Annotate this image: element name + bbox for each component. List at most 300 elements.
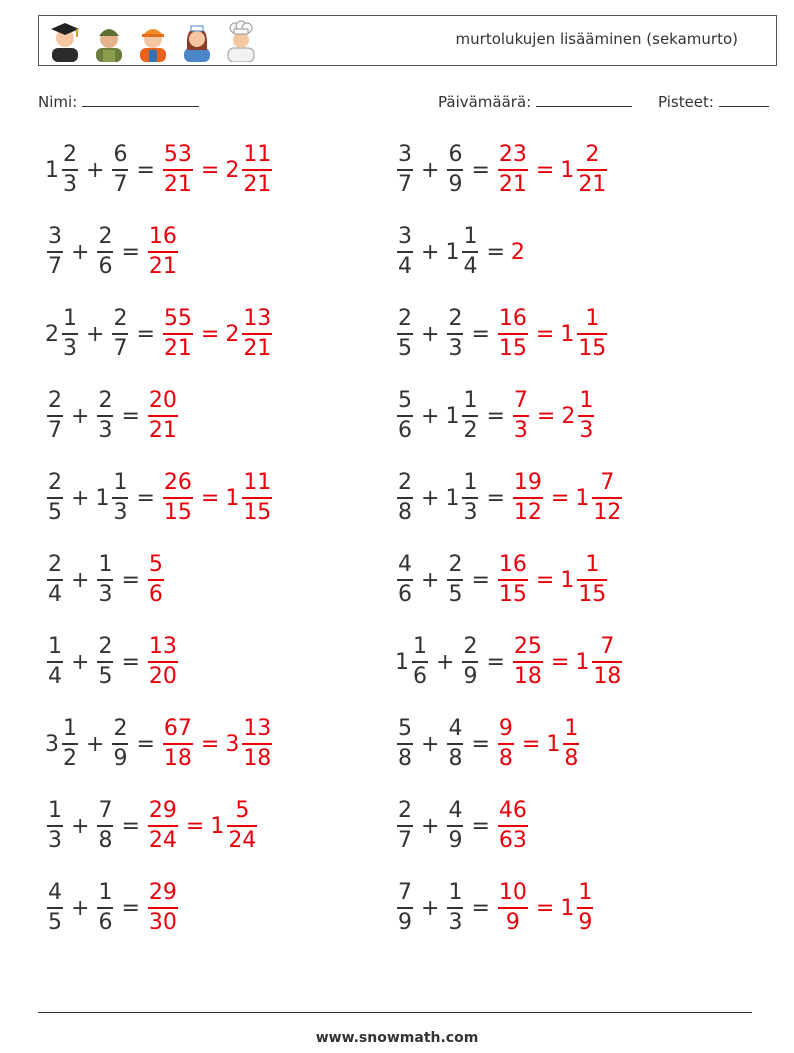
equals-sign: = (121, 813, 140, 839)
soldier-avatar-icon (91, 20, 127, 62)
mixed-result (561, 389, 596, 443)
equals-sign: = (200, 485, 220, 511)
numerator: 7 (98, 798, 113, 823)
numerator: 1 (63, 716, 77, 741)
fraction-bar (447, 333, 463, 335)
fraction-bar (97, 907, 113, 909)
fraction-bar (148, 415, 178, 417)
fraction (498, 143, 528, 197)
numerator: 1 (585, 552, 600, 577)
worksheet-header (38, 15, 777, 66)
equals-sign: = (535, 567, 555, 593)
fraction (47, 635, 63, 689)
denominator: 7 (398, 828, 412, 853)
numerator: 1 (564, 716, 579, 741)
numerator: 2 (48, 552, 62, 577)
fraction-bar (47, 579, 63, 581)
numerator: 4 (448, 716, 463, 741)
mixed-result (225, 143, 274, 197)
improper-result (146, 389, 180, 443)
fraction (148, 389, 178, 443)
problem-item (45, 878, 180, 938)
problem-item (395, 222, 526, 282)
whole-number: 1 (560, 895, 575, 921)
plus-sign: + (71, 813, 90, 839)
plus-sign: + (71, 485, 90, 511)
fraction-bar (62, 743, 78, 745)
first-addend (395, 225, 415, 279)
denominator: 24 (228, 828, 257, 853)
answer (161, 307, 274, 361)
fraction (513, 635, 543, 689)
fraction (397, 553, 413, 607)
numerator: 2 (63, 142, 77, 167)
first-addend (395, 307, 415, 361)
fraction (447, 307, 463, 361)
equals-sign: = (471, 567, 490, 593)
first-addend (45, 471, 65, 525)
answer (161, 143, 274, 197)
plus-sign: + (421, 239, 440, 265)
fraction-bar (97, 579, 113, 581)
fraction (462, 471, 478, 525)
denominator: 18 (593, 664, 622, 689)
fraction-bar (397, 825, 413, 827)
score-blank (719, 92, 769, 107)
fraction-bar (47, 907, 63, 909)
fraction (578, 389, 594, 443)
second-addend (95, 635, 115, 689)
numerator: 2 (48, 470, 62, 495)
improper-result (496, 717, 516, 771)
answer (496, 717, 581, 771)
numerator: 2 (113, 306, 128, 331)
fraction-bar (97, 415, 113, 417)
fraction (498, 553, 528, 607)
equals-sign: = (486, 403, 505, 429)
fraction (577, 143, 607, 197)
fraction (447, 717, 463, 771)
fraction-bar (462, 415, 478, 417)
second-addend (445, 471, 480, 525)
second-addend (445, 553, 465, 607)
fraction (397, 389, 413, 443)
denominator: 4 (48, 582, 62, 607)
denominator: 21 (163, 336, 192, 361)
first-addend (45, 881, 65, 935)
problem-item (395, 304, 609, 364)
equals-sign: = (136, 485, 155, 511)
fraction (397, 799, 413, 853)
denominator: 3 (463, 500, 478, 525)
improper-result (496, 881, 530, 935)
fraction (447, 799, 463, 853)
numerator: 55 (163, 306, 192, 331)
first-addend (395, 799, 415, 853)
fraction (498, 881, 528, 935)
fraction (227, 799, 257, 853)
denominator: 18 (163, 746, 192, 771)
denominator: 3 (579, 418, 594, 443)
improper-result (496, 553, 530, 607)
denominator: 3 (448, 336, 463, 361)
answer (146, 799, 259, 853)
score-label: Pisteet: (658, 93, 714, 111)
fraction-bar (447, 743, 463, 745)
whole-number: 1 (225, 485, 240, 511)
footer-divider (38, 1012, 752, 1013)
denominator: 6 (98, 910, 113, 935)
fraction (462, 389, 478, 443)
equals-sign: = (121, 567, 140, 593)
denominator: 5 (48, 910, 62, 935)
equals-sign: = (471, 731, 490, 757)
avatar-strip (47, 20, 259, 62)
numerator: 26 (163, 470, 192, 495)
fraction (47, 225, 63, 279)
score-field (658, 92, 769, 111)
denominator: 5 (448, 582, 463, 607)
chef-avatar-icon (223, 20, 259, 62)
fraction-bar (112, 169, 128, 171)
denominator: 63 (498, 828, 527, 853)
whole-number: 2 (561, 403, 576, 429)
denominator: 7 (398, 172, 412, 197)
numerator: 20 (148, 388, 177, 413)
fraction (498, 799, 528, 853)
whole-number: 3 (45, 731, 59, 757)
equals-sign: = (535, 321, 555, 347)
denominator: 3 (113, 500, 128, 525)
name-blank (82, 92, 199, 107)
plus-sign: + (421, 321, 440, 347)
fraction (148, 553, 164, 607)
denominator: 18 (243, 746, 272, 771)
numerator: 2 (98, 634, 113, 659)
numerator: 4 (398, 552, 412, 577)
first-addend (45, 799, 65, 853)
numerator: 29 (148, 880, 177, 905)
equals-sign: = (136, 731, 155, 757)
date-blank (536, 92, 632, 107)
whole-number: 1 (445, 239, 460, 265)
fraction-bar (47, 661, 63, 663)
whole-number: 2 (45, 321, 59, 347)
fraction-bar (148, 907, 178, 909)
equals-sign: = (121, 895, 140, 921)
numerator: 16 (498, 306, 527, 331)
fraction-bar (148, 251, 178, 253)
problem-item (45, 468, 274, 528)
numerator: 1 (48, 634, 62, 659)
problem-item (395, 386, 596, 446)
denominator: 21 (498, 172, 527, 197)
name-label: Nimi: (38, 93, 78, 111)
fraction-bar (447, 169, 463, 171)
denominator: 5 (48, 500, 62, 525)
fraction (592, 635, 622, 689)
fraction (112, 471, 128, 525)
fraction (447, 553, 463, 607)
fraction (447, 881, 463, 935)
denominator: 7 (48, 418, 62, 443)
equals-sign: = (486, 239, 505, 265)
whole-number: 1 (575, 649, 590, 675)
worker-avatar-icon (135, 20, 171, 62)
date-field (438, 92, 632, 111)
fraction-bar (148, 579, 164, 581)
fraction (97, 389, 113, 443)
improper-result (511, 635, 545, 689)
answer (511, 635, 624, 689)
problem-item (45, 222, 180, 282)
mixed-result (210, 799, 259, 853)
denominator: 4 (398, 254, 412, 279)
numerator: 2 (398, 798, 412, 823)
denominator: 5 (98, 664, 113, 689)
numerator: 11 (243, 470, 272, 495)
fraction-bar (592, 497, 622, 499)
problem-item (45, 386, 180, 446)
numerator: 1 (63, 306, 77, 331)
fraction-bar (563, 743, 579, 745)
numerator: 2 (113, 716, 128, 741)
numerator: 13 (243, 716, 272, 741)
numerator: 19 (513, 470, 542, 495)
second-addend (110, 717, 130, 771)
fraction-bar (163, 169, 193, 171)
first-addend (45, 389, 65, 443)
whole-number: 1 (546, 731, 561, 757)
whole-number: 2 (510, 239, 525, 265)
numerator: 2 (398, 306, 412, 331)
whole-number: 1 (395, 649, 409, 675)
fraction-bar (513, 661, 543, 663)
graduate-avatar-icon (47, 20, 83, 62)
fraction (498, 717, 514, 771)
problem-item (395, 714, 581, 774)
equals-sign: = (471, 813, 490, 839)
fraction-bar (397, 579, 413, 581)
denominator: 6 (398, 418, 412, 443)
denominator: 4 (48, 664, 62, 689)
fraction (97, 553, 113, 607)
footer-url: www.snowmath.com (315, 1030, 479, 1046)
denominator: 6 (148, 582, 163, 607)
equals-sign: = (471, 321, 490, 347)
improper-result (496, 307, 530, 361)
denominator: 20 (148, 664, 177, 689)
problem-item (395, 140, 609, 200)
fraction (97, 225, 113, 279)
denominator: 9 (113, 746, 128, 771)
second-addend (95, 225, 115, 279)
problem-item (45, 632, 180, 692)
numerator: 16 (148, 224, 177, 249)
numerator: 16 (498, 552, 527, 577)
improper-result (146, 225, 180, 279)
plus-sign: + (421, 157, 440, 183)
numerator: 1 (578, 880, 593, 905)
whole-number: 1 (95, 485, 110, 511)
denominator: 12 (513, 500, 542, 525)
numerator: 46 (498, 798, 527, 823)
problem-item (395, 550, 609, 610)
numerator: 10 (498, 880, 527, 905)
fraction-bar (163, 743, 193, 745)
equals-sign: = (486, 649, 505, 675)
answer (496, 307, 609, 361)
second-addend (445, 143, 465, 197)
whole-number: 2 (225, 157, 240, 183)
numerator: 2 (98, 224, 113, 249)
mixed-result (225, 717, 274, 771)
equals-sign: = (536, 403, 556, 429)
fraction (242, 307, 272, 361)
denominator: 3 (448, 910, 463, 935)
equals-sign: = (200, 731, 220, 757)
fraction (498, 307, 528, 361)
fraction (513, 389, 529, 443)
problem-item (45, 796, 259, 856)
fraction-bar (47, 415, 63, 417)
fraction (242, 471, 272, 525)
fraction-bar (397, 415, 413, 417)
improper-result (146, 799, 180, 853)
fraction-bar (242, 743, 272, 745)
fraction (242, 143, 272, 197)
answer (511, 240, 526, 265)
equals-sign: = (200, 321, 220, 347)
numerator: 2 (463, 634, 478, 659)
fraction-bar (47, 251, 63, 253)
fraction-bar (163, 497, 193, 499)
fraction-bar (47, 497, 63, 499)
numerator: 53 (163, 142, 192, 167)
second-addend (95, 799, 115, 853)
fraction-bar (148, 661, 178, 663)
fraction-bar (242, 333, 272, 335)
plus-sign: + (71, 649, 90, 675)
first-addend (395, 881, 415, 935)
first-addend (395, 635, 430, 689)
denominator: 7 (113, 336, 128, 361)
fraction-bar (462, 497, 478, 499)
denominator: 12 (593, 500, 622, 525)
improper-result (511, 471, 545, 525)
whole-number: 1 (445, 403, 460, 429)
fraction-bar (498, 825, 528, 827)
denominator: 8 (398, 746, 412, 771)
fraction (462, 635, 478, 689)
plus-sign: + (421, 485, 440, 511)
improper-result (146, 881, 180, 935)
improper-result (161, 471, 195, 525)
equals-sign: = (550, 649, 570, 675)
whole-number: 1 (560, 321, 575, 347)
fraction (577, 307, 607, 361)
numerator: 2 (48, 388, 62, 413)
equals-sign: = (471, 895, 490, 921)
fraction-bar (498, 579, 528, 581)
equals-sign: = (136, 321, 155, 347)
plus-sign: + (421, 403, 440, 429)
fraction-bar (97, 825, 113, 827)
mixed-result (546, 717, 581, 771)
fraction (397, 143, 413, 197)
fraction (163, 717, 193, 771)
improper-result (146, 635, 180, 689)
fraction-bar (112, 743, 128, 745)
numerator: 5 (398, 388, 412, 413)
denominator: 15 (243, 500, 272, 525)
equals-sign: = (521, 731, 541, 757)
fraction (148, 225, 178, 279)
fraction-bar (112, 333, 128, 335)
denominator: 3 (63, 172, 77, 197)
denominator: 5 (398, 336, 412, 361)
improper-result (511, 240, 526, 265)
mixed-result (560, 881, 595, 935)
fraction (163, 143, 193, 197)
denominator: 24 (148, 828, 177, 853)
problem-item (45, 714, 274, 774)
second-addend (445, 799, 465, 853)
improper-result (496, 143, 530, 197)
fraction-bar (498, 743, 514, 745)
equals-sign: = (200, 157, 220, 183)
numerator: 3 (398, 142, 412, 167)
fraction-bar (498, 907, 528, 909)
fraction (397, 307, 413, 361)
second-addend (95, 881, 115, 935)
denominator: 9 (448, 172, 463, 197)
numerator: 1 (98, 880, 113, 905)
numerator: 2 (448, 306, 463, 331)
fraction-bar (577, 907, 593, 909)
first-addend (395, 717, 415, 771)
date-label: Päivämäärä: (438, 93, 532, 111)
first-addend (395, 389, 415, 443)
numerator: 1 (463, 224, 478, 249)
denominator: 2 (463, 418, 478, 443)
equals-sign: = (136, 157, 155, 183)
mixed-result (560, 553, 609, 607)
plus-sign: + (86, 157, 105, 183)
plus-sign: + (421, 731, 440, 757)
problem-item (395, 468, 624, 528)
numerator: 11 (243, 142, 272, 167)
mixed-result (225, 307, 274, 361)
plus-sign: + (421, 895, 440, 921)
second-addend (445, 717, 465, 771)
denominator: 9 (463, 664, 478, 689)
first-addend (395, 553, 415, 607)
fraction-bar (397, 497, 413, 499)
denominator: 30 (148, 910, 177, 935)
fraction-bar (112, 497, 128, 499)
problem-item (45, 140, 274, 200)
improper-result (496, 799, 530, 853)
equals-sign: = (121, 239, 140, 265)
plus-sign: + (71, 403, 90, 429)
numerator: 4 (48, 880, 62, 905)
fraction-bar (498, 169, 528, 171)
nurse-avatar-icon (179, 20, 215, 62)
fraction (577, 553, 607, 607)
equals-sign: = (121, 649, 140, 675)
equals-sign: = (185, 813, 205, 839)
